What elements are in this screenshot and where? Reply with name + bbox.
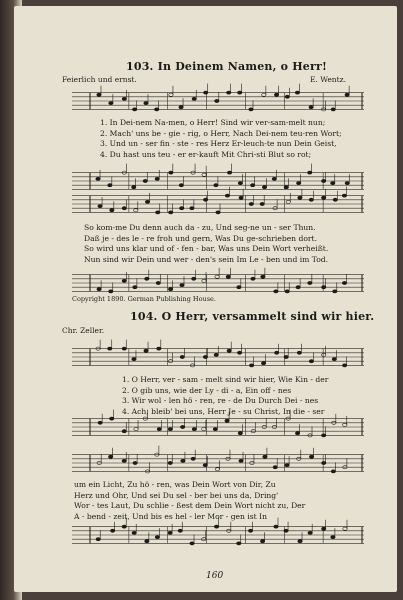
hymn-104-treble-staff-2: [72, 446, 364, 480]
note-head: [308, 281, 312, 284]
hymn-103-verses-a: [100, 118, 342, 160]
page-number: 160: [206, 571, 224, 581]
hymn-103-title: 103. In Deinem Namen, o Herr!: [126, 60, 328, 73]
note-head: [215, 468, 219, 471]
note-head: [331, 108, 335, 111]
note-head: [285, 95, 289, 98]
note-head: [333, 198, 337, 201]
note-head: [284, 355, 288, 358]
note-head: [249, 202, 253, 205]
note-head: [295, 432, 299, 435]
note-head: [132, 531, 136, 534]
hymn-103-composer: E. Wentz.: [310, 75, 346, 84]
note-head: [109, 102, 113, 105]
note-head: [321, 286, 325, 289]
note-head: [237, 351, 241, 354]
note-head: [296, 286, 300, 289]
note-head: [190, 542, 194, 545]
note-head: [155, 177, 159, 180]
note-head: [308, 171, 312, 174]
note-head: [96, 177, 100, 180]
note-head: [274, 525, 278, 528]
note-head: [227, 171, 231, 174]
note-head: [321, 527, 325, 530]
note-head: [237, 286, 241, 289]
hymn-103-copyright: Copyright 1890. German Publishing House.: [72, 295, 216, 303]
note-head: [145, 540, 149, 543]
verse-line: So wird uns klar und of - fen - bar, Was uns Dein Wort verheißt.: [84, 244, 329, 254]
note-head: [156, 281, 160, 284]
note-head: [143, 179, 147, 182]
note-head: [192, 428, 196, 431]
verse-line: 1. In Dei-nem Na-men, o Herr! Sind wir ver-sam-melt nun;: [100, 118, 326, 127]
note-head: [214, 184, 218, 187]
note-head: [122, 525, 126, 528]
note-head: [237, 542, 241, 545]
note-head: [321, 353, 325, 356]
note-head: [225, 419, 229, 422]
note-head: [343, 423, 347, 426]
note-head: [332, 358, 336, 361]
note-head: [285, 290, 289, 293]
note-head: [132, 108, 136, 111]
note-head: [297, 351, 301, 354]
note-head: [97, 288, 101, 291]
note-head: [157, 428, 161, 431]
note-head: [274, 93, 278, 96]
verse-line: 1. O Herr, ver - sam - melt sind wir hier, Wie Kin - der: [122, 375, 329, 384]
note-head: [213, 428, 217, 431]
note-head: [237, 91, 241, 94]
note-head: [308, 531, 312, 534]
note-head: [110, 529, 114, 532]
note-head: [110, 417, 114, 420]
note-head: [333, 290, 337, 293]
note-head: [122, 207, 126, 210]
note-head: [97, 93, 101, 96]
note-head: [192, 97, 196, 100]
note-head: [132, 358, 136, 361]
note-head: [226, 91, 230, 94]
note-head: [96, 538, 100, 541]
note-head: [225, 194, 229, 197]
note-head: [108, 347, 112, 350]
note-head: [202, 173, 206, 176]
note-head: [156, 211, 160, 214]
verse-line: Daß je - des le - re froh und gern, Was Du ge-schrieben dort.: [84, 233, 318, 243]
note-head: [226, 275, 230, 278]
hymn-104-title: 104. O Herr, versammelt sind wir hier.: [130, 310, 375, 323]
note-head: [122, 430, 126, 433]
note-head: [169, 93, 173, 96]
note-head: [274, 290, 278, 293]
note-head: [190, 207, 194, 210]
note-head: [145, 200, 149, 203]
note-head: [216, 211, 220, 214]
note-head: [298, 196, 302, 199]
note-head: [215, 99, 219, 102]
note-head: [108, 184, 112, 187]
note-head: [295, 91, 299, 94]
note-head: [249, 108, 253, 111]
verse-line: 4. Du hast uns teu - er er-kauft Mit Chri-sti Blut so rot;: [100, 149, 312, 159]
hymn-104-bass-staff-2: [72, 518, 364, 552]
note-head: [168, 288, 172, 291]
verse-line: 2. O gib uns, wie der Ly - di - a, Ein off - nes: [122, 385, 292, 395]
note-head: [192, 277, 196, 280]
note-head: [145, 277, 149, 280]
note-head: [169, 171, 173, 174]
note-head: [122, 459, 126, 462]
hymn-104-verses-b: [74, 480, 305, 522]
note-head: [98, 421, 102, 424]
note-head: [272, 177, 276, 180]
note-head: [261, 362, 265, 365]
note-head: [169, 211, 173, 214]
hymn-104-composer: Chr. Zeller.: [62, 326, 105, 335]
note-head: [342, 281, 346, 284]
note-head: [239, 196, 243, 199]
verse-line: 3. Wir wol - len hö - ren, re - de Du Durch Dei - nes: [122, 396, 319, 406]
note-head: [331, 536, 335, 539]
note-head: [296, 182, 300, 185]
note-head: [249, 364, 253, 367]
note-head: [321, 179, 325, 182]
note-head: [122, 97, 126, 100]
note-head: [260, 202, 264, 205]
note-head: [298, 540, 302, 543]
note-head: [274, 351, 278, 354]
hymn-104-treble-staff-1: [72, 340, 364, 374]
verse-line: Nun sind wir Dein und wer - den's sein Im Le - ben und im Tod.: [84, 254, 329, 264]
note-head: [321, 434, 325, 437]
verse-line: Herz und Ohr, Und sei Du sel - ber bei uns da, Dring': [74, 490, 279, 500]
note-head: [179, 106, 183, 109]
note-head: [204, 91, 208, 94]
note-head: [345, 182, 349, 185]
note-head: [250, 184, 254, 187]
note-head: [155, 536, 159, 539]
note-head: [286, 200, 290, 203]
hymnal-page: [14, 6, 397, 592]
note-head: [179, 207, 183, 210]
note-head: [227, 349, 231, 352]
note-head: [342, 364, 346, 367]
note-head: [144, 349, 148, 352]
note-head: [180, 425, 184, 428]
note-head: [262, 93, 266, 96]
hymn-103-treble-staff-2: [72, 189, 364, 219]
note-head: [263, 455, 267, 458]
note-head: [110, 209, 114, 212]
note-head: [309, 106, 313, 109]
note-head: [215, 275, 219, 278]
verse-line: 4. Ach, bleib' bei uns, Herr Je - su Christ, In die - ser: [122, 406, 325, 416]
note-head: [168, 461, 172, 464]
note-head: [181, 459, 185, 462]
note-head: [108, 455, 112, 458]
note-head: [345, 93, 349, 96]
note-head: [179, 184, 183, 187]
note-head: [144, 102, 148, 105]
note-head: [309, 455, 313, 458]
note-head: [203, 355, 207, 358]
note-head: [331, 470, 335, 473]
note-head: [157, 347, 161, 350]
note-head: [122, 347, 126, 350]
note-head: [214, 525, 218, 528]
note-head: [309, 198, 313, 201]
note-head: [261, 275, 265, 278]
note-head: [191, 457, 195, 460]
note-head: [309, 360, 313, 363]
verse-line: A - bend - zeit, Und bis es hel - ler Mor - gen ist In: [74, 511, 268, 521]
verse-line: 2. Mach' uns be - gie - rig, o Herr, Nach Dei-nem teu-ren Wort;: [100, 128, 342, 138]
note-head: [203, 464, 207, 467]
note-head: [168, 428, 172, 431]
hymn-103-bass-staff-2: [72, 268, 364, 298]
note-head: [260, 540, 264, 543]
note-head: [202, 428, 206, 431]
note-head: [238, 182, 242, 185]
hymn-104-bass-staff-1: [72, 410, 364, 444]
note-head: [203, 198, 207, 201]
note-head: [180, 355, 184, 358]
verse-line: um ein Licht, Zu hö - ren, was Dein Wort von Dir, Zu: [74, 480, 276, 489]
note-head: [168, 531, 172, 534]
hymn-103-verses-b: [84, 223, 328, 265]
verse-line: 3. Und un - ser fin - ste - res Herz Er-leuch-te nun Dein Geist,: [100, 139, 337, 149]
note-head: [331, 182, 335, 185]
note-head: [239, 459, 243, 462]
note-head: [122, 279, 126, 282]
note-head: [202, 279, 206, 282]
hymn-103-tempo: Feierlich und ernst.: [62, 75, 137, 84]
note-head: [343, 527, 347, 530]
note-head: [248, 529, 252, 532]
note-head: [214, 353, 218, 356]
note-head: [342, 194, 346, 197]
note-head: [321, 196, 325, 199]
note-head: [134, 428, 138, 431]
hymn-103-treble-staff-1: [72, 86, 364, 116]
note-head: [133, 461, 137, 464]
note-head: [134, 209, 138, 212]
note-head: [180, 284, 184, 287]
note-head: [238, 432, 242, 435]
note-head: [321, 461, 325, 464]
note-head: [273, 466, 277, 469]
note-head: [251, 277, 255, 280]
note-head: [98, 205, 102, 208]
note-head: [178, 529, 182, 532]
note-head: [285, 464, 289, 467]
note-head: [154, 108, 158, 111]
note-head: [133, 286, 137, 289]
note-head: [109, 290, 113, 293]
verse-line: So kom-me Du denn auch da - zu, Und seg-ne un - ser Thun.: [84, 223, 316, 232]
verse-line: Wor - tes Laut, Du schlie - ßest dem Dein Wort nicht zu, Der: [74, 501, 306, 511]
note-head: [284, 529, 288, 532]
